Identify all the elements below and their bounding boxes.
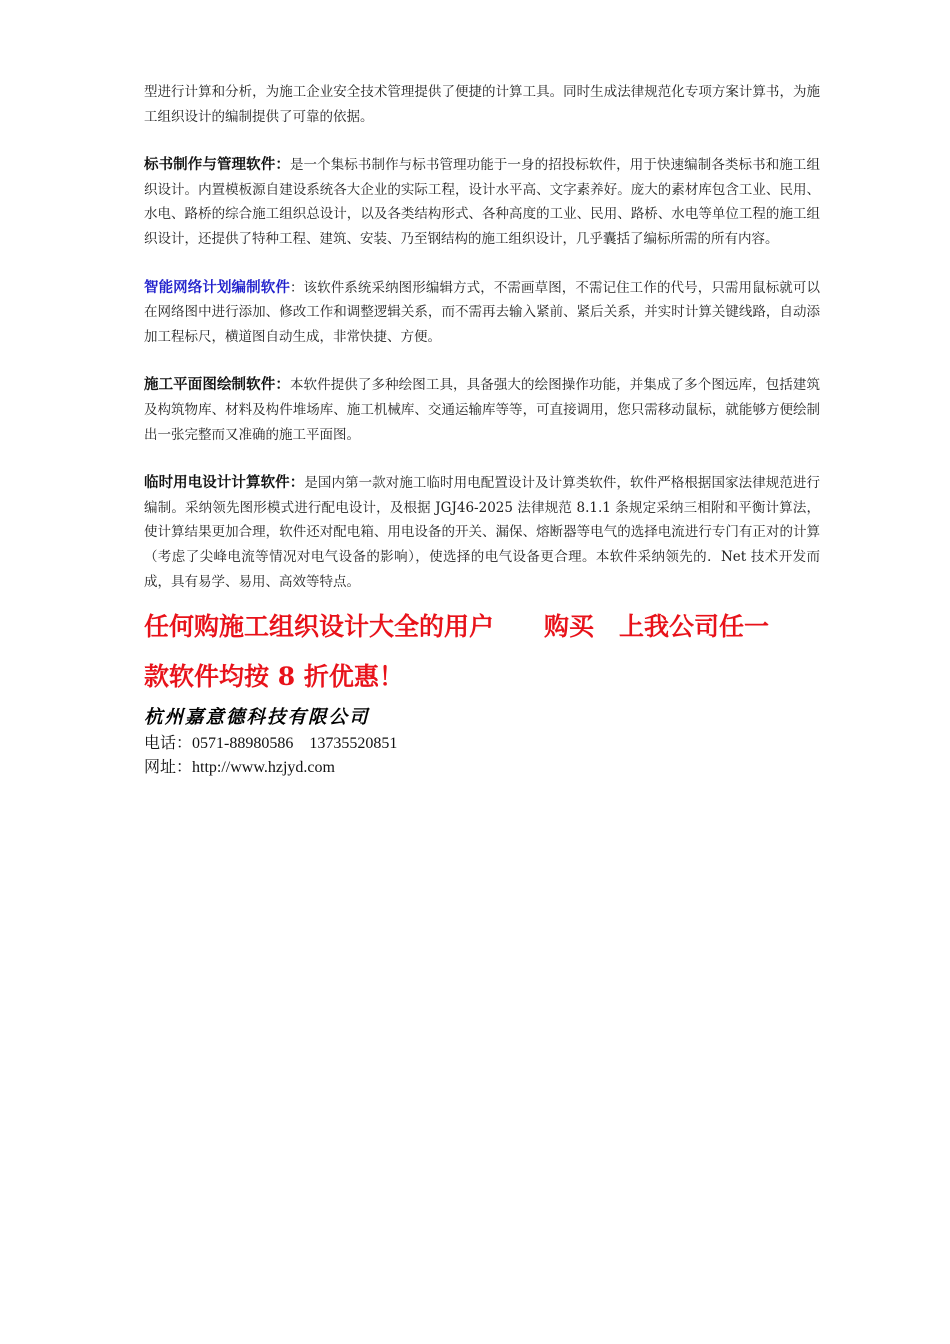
document-content [144,80,820,780]
phone-numbers: 0571-88980586 13735520851 [192,735,398,753]
section-title: 智能网络计划编制软件 [144,279,290,296]
section-title-separator: ： [275,157,290,174]
section-title: 标书制作与管理软件 [144,157,276,174]
promo-line-2-start: 款软件均按 [144,662,278,692]
section-title-separator: ： [275,377,290,394]
company-website [144,756,820,780]
promo-line-2-end: 折优惠！ [295,662,404,692]
section-body: 该软件系统采纳图形编辑方式，不需画草图，不需记住工作的代号，只需用鼠标就可以在网络图中进行添加、修改工作和调整逻辑关系，而不需再去输入紧前、紧后关系，并实时计算关键线路，自动添加工程标尺，横道图自动生成，非常快捷、方便。 [144,279,820,345]
section-body: 本软件提供了多种绘图工具，具备强大的绘图操作功能，并集成了多个图远库，包括建筑及构筑物库、材料及构件堆场库、施工机械库、交通运输库等等，可直接调用，您只需移动鼠标，就能够方便绘制出一张完整而又准确的施工平面图。 [144,377,820,443]
section-title-separator: ： [289,475,305,492]
section-body: 是国内第一款对施工临时用电配置设计及计算类软件，软件严格根据国家法律规范进行编制。采纳领先图形模式进行配电设计，及根据 JGJ46-2025 法律规范 8.1.1 条规定采纳三相附和平衡计算法，使计算结果更加合理，软件还对配电箱、用电设备的开关、漏保、熔断器等电气的选择电流进行专门有正对的计算（考虑了尖峰电流等情况对电气设备的影响），使选择的电气设备更合理。本软件采纳领先的．Net 技术开发而成，具有易学、易用、高效等特点。 [144,475,821,590]
company-name: 杭州嘉意德科技有限公司 [144,707,370,729]
web-url: http://www.hzjyd.com [192,759,335,777]
web-label: 网址： [144,759,193,777]
section-network-plan-software [144,276,820,350]
section-body: 是一个集标书制作与标书管理功能于一身的招投标软件，用于快速编制各类标书和施工组织设计。内置模板源自建设系统各大企业的实际工程，设计水平高、文字素养好。庞大的素材库包含工业、民用、水电、路桥的综合施工组织总设计，以及各类结构形式、各种高度的工业、民用、路桥、水电等单位工程的施工组织设计，还提供了特种工程、建筑、安装、乃至钢结构的施工组织设计，几乎囊括了编标所需的所有内容。 [144,157,820,247]
section-tender-software [144,153,820,251]
promo-discount-number: 8 [277,662,296,692]
section-title-separator: ： [289,279,304,296]
intro-paragraph: 型进行计算和分析，为施工企业安全技术管理提供了便捷的计算工具。同时生成法律规范化专项方案计算书，为施工组织设计的编制提供了可靠的依据。 [144,84,820,125]
phone-label: 电话： [144,735,193,753]
section-site-plan-software [144,373,820,447]
section-temp-power-software [144,471,820,594]
promo-line-1: 任何购施工组织设计大全的用户 购买 上我公司任一 [144,612,770,642]
section-title: 施工平面图绘制软件 [144,377,276,394]
section-title: 临时用电设计计算软件 [144,475,290,492]
company-phone [144,732,820,756]
promo-banner [144,602,820,702]
promo-line-2 [144,652,820,702]
